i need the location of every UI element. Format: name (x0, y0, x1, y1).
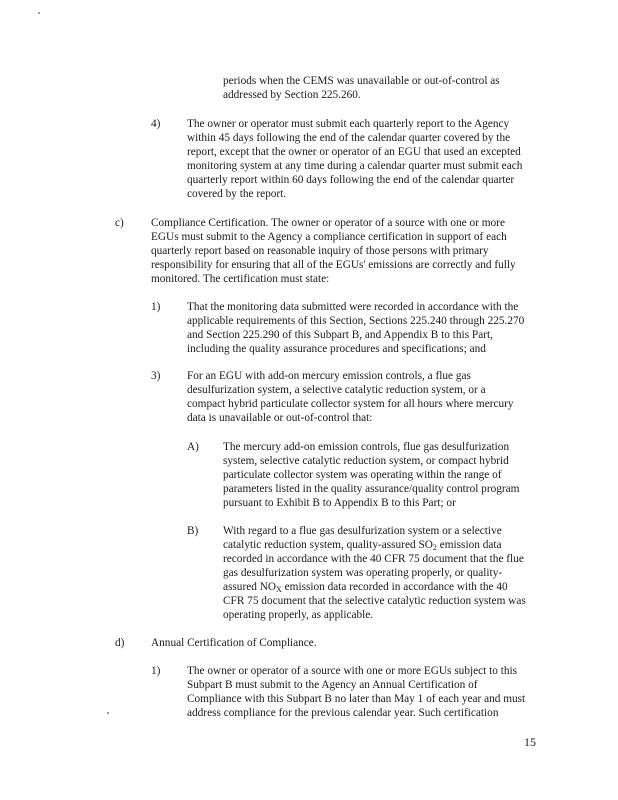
list-marker: A) (187, 441, 199, 453)
text-line: quarterly report based on reasonable inquiry of those persons with primary (151, 245, 489, 257)
text-line (223, 580, 508, 594)
text-line: data is unavailable or out-of-control that: (187, 412, 373, 424)
text-line: compact hybrid particulate collector system for all hours where mercury (187, 398, 514, 410)
scan-speck (107, 712, 109, 714)
page-number: 15 (524, 735, 536, 749)
text-line: periods when the CEMS was unavailable or out-of-control as (223, 75, 500, 87)
text-line: The owner or operator must submit each quarterly report to the Agency (187, 118, 510, 130)
text-line: gas desulfurization system was operating properly, or quality- (223, 567, 503, 579)
text-fragment: assured NO (223, 581, 277, 593)
text-line: within 45 days following the end of the calendar quarter covered by the (187, 132, 511, 144)
text-line: For an EGU with add-on mercury emission controls, a flue gas (187, 370, 471, 382)
section-marker: d) (115, 637, 125, 649)
text-line: quarterly report within 60 days following the end of the calendar quarter (187, 174, 515, 186)
text-line: desulfurization system, a selective catalytic reduction system, or a (187, 384, 486, 396)
list-marker: B) (187, 525, 199, 537)
list-marker: 3) (151, 370, 161, 382)
text-fragment: emission data recorded in accordance with the 40 (281, 581, 508, 593)
text-line: addressed by Section 225.260. (223, 89, 361, 101)
subscript: X (276, 585, 282, 594)
text-line: monitoring system at any time during a calendar quarter must submit each (187, 160, 523, 172)
list-marker: 1) (151, 301, 161, 313)
text-line: report, except that the owner or operator of an EGU that used an excepted (187, 146, 521, 158)
text-line: address compliance for the previous calendar year. Such certification (187, 707, 499, 719)
text-line: Compliance with this Subpart B no later than May 1 of each year and must (187, 693, 526, 705)
text-line: applicable requirements of this Section, Sections 225.240 through 225.270 (187, 315, 525, 327)
text-line (223, 538, 502, 552)
text-line: monitored. The certification must state: (151, 273, 330, 285)
text-line: CFR 75 document that the selective catalytic reduction system was (223, 595, 526, 607)
text-line: system, selective catalytic reduction system, or compact hybrid (223, 455, 509, 467)
text-line: Annual Certification of Compliance. (151, 637, 317, 649)
text-line: Subpart B must submit to the Agency an Annual Certification of (187, 679, 478, 691)
text-fragment: emission data (436, 539, 502, 551)
text-line: operating properly, as applicable. (223, 609, 374, 621)
text-line: responsibility for ensuring that all of the EGUs' emissions are correctly and fully (151, 259, 516, 271)
text-line: covered by the report. (187, 188, 287, 200)
text-line: including the quality assurance procedures and specifications; and (187, 343, 486, 355)
text-line: recorded in accordance with the 40 CFR 75 document that the flue (223, 553, 524, 565)
text-line: particulate collector system was operating within the range of (223, 469, 502, 481)
text-line: EGUs must submit to the Agency a compliance certification in support of each (151, 231, 507, 243)
text-line: pursuant to Exhibit B to Appendix B to this Part; or (223, 497, 456, 509)
text-line: parameters listed in the quality assurance/quality control program (223, 483, 520, 495)
list-marker: 1) (151, 665, 161, 677)
text-line: Compliance Certification. The owner or operator of a source with one or more (151, 217, 505, 229)
text-fragment: catalytic reduction system, quality-assured SO (223, 539, 433, 551)
section-marker: c) (115, 217, 124, 229)
text-line: With regard to a flue gas desulfurization system or a selective (223, 525, 502, 537)
text-line: The owner or operator of a source with one or more EGUs subject to this (187, 665, 518, 677)
text-line: The mercury add-on emission controls, flue gas desulfurization (223, 441, 510, 453)
list-marker: 4) (151, 118, 161, 130)
subscript: 2 (432, 543, 437, 552)
text-line: and Section 225.290 of this Subpart B, and Appendix B to this Part, (187, 329, 493, 341)
text-line: That the monitoring data submitted were recorded in accordance with the (187, 301, 519, 313)
scan-speck (38, 12, 40, 14)
